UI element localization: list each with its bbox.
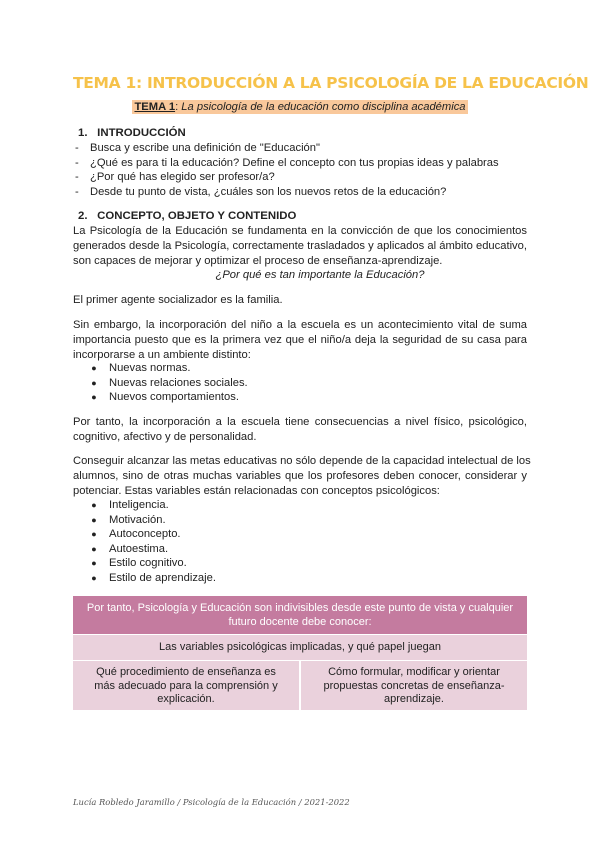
table-cell-proposals: Cómo formular, modificar y orientar propuestas concretas de enseñanza-aprendizaje.: [301, 661, 527, 710]
subtitle-separator: :: [175, 101, 182, 113]
list-item: - Desde tu punto de vista, ¿cuáles son los nuevos retos de la educación?: [75, 186, 447, 199]
section1-heading: [78, 127, 186, 139]
list-item: ● Motivación.: [91, 513, 166, 526]
table-row-variables: Las variables psicológicas implicadas, y qué papel juegan: [73, 635, 527, 660]
list-item: - ¿Qué es para ti la educación? Define el concepto con tus propias ideas y palabras: [75, 156, 499, 169]
paragraph-consequences: Por tanto, la incorporación a la escuela tiene consecuencias a nivel físico, psicológico, cognitivo, afectivo y de personalidad.: [73, 416, 527, 443]
table-cell-procedure: Qué procedimiento de enseñanza es más adecuado para la comprensión y explicación.: [73, 661, 299, 710]
list-item: ● Estilo de aprendizaje.: [91, 571, 216, 584]
list-item: ● Nuevas relaciones sociales.: [91, 376, 248, 389]
psych-variables-list: [73, 498, 216, 586]
list-item: ● Autoestima.: [91, 542, 169, 555]
list-item: ● Autoconcepto.: [91, 528, 181, 541]
paragraph-goals: Conseguir alcanzar las metas educativas no sólo depende de la capacidad intelectual de los alumnos, sino de otras muchas variables que los profesores deben conocer, considerar y potenciar. Estas variables están relacionadas con conceptos psicológicos:: [73, 455, 531, 497]
list-item: - ¿Por qué has elegido ser profesor/a?: [75, 171, 275, 184]
table-header: Por tanto, Psicología y Educación son indivisibles desde este punto de vista y cualquier futuro docente debe conocer:: [73, 596, 527, 634]
subtitle-description: La psicología de la educación como disciplina académica: [181, 101, 466, 113]
section2-intro: La Psicología de la Educación se fundamenta en la convicción de que los conocimientos generados desde la Psicología, correctamente trasladados y aplicados al ámbito educativo, son capaces de mejorar y optimizar el proceso de enseñanza-aprendizaje.: [73, 225, 527, 267]
section2-title: CONCEPTO, OBJETO Y CONTENIDO: [97, 210, 297, 222]
list-item: ● Nuevos comportamientos.: [91, 391, 239, 404]
section2-heading: [78, 210, 296, 222]
list-item: ● Inteligencia.: [91, 499, 169, 511]
list-item: ● Nuevas normas.: [91, 362, 191, 374]
list-item: - Busca y escribe una definición de "Educación": [75, 142, 320, 154]
subtitle-tema: TEMA 1: [134, 101, 176, 113]
document-subtitle: [73, 101, 527, 113]
section2-number: 2.: [78, 210, 88, 222]
school-changes-list: [73, 361, 248, 405]
section1-list: [73, 141, 499, 200]
subtitle-highlight: [132, 100, 467, 114]
section2-question: ¿Por qué es tan importante la Educación?: [215, 269, 425, 281]
document-title: TEMA 1: INTRODUCCIÓN A LA PSICOLOGÍA DE LA EDUCACIÓN: [73, 74, 589, 92]
page-footer: Lucía Robledo Jaramillo / Psicología de la Educación / 2021-2022: [73, 797, 350, 807]
paragraph-family: El primer agente socializador es la familia.: [73, 294, 283, 306]
section1-title: INTRODUCCIÓN: [97, 127, 186, 139]
section1-number: 1.: [78, 127, 88, 139]
list-item: ● Estilo cognitivo.: [91, 557, 187, 570]
paragraph-school: Sin embargo, la incorporación del niño a la escuela es un acontecimiento vital de suma importancia puesto que es la primera vez que el niño/a deja la seguridad de su casa para incorporarse a un ambiente distinto:: [73, 319, 527, 361]
